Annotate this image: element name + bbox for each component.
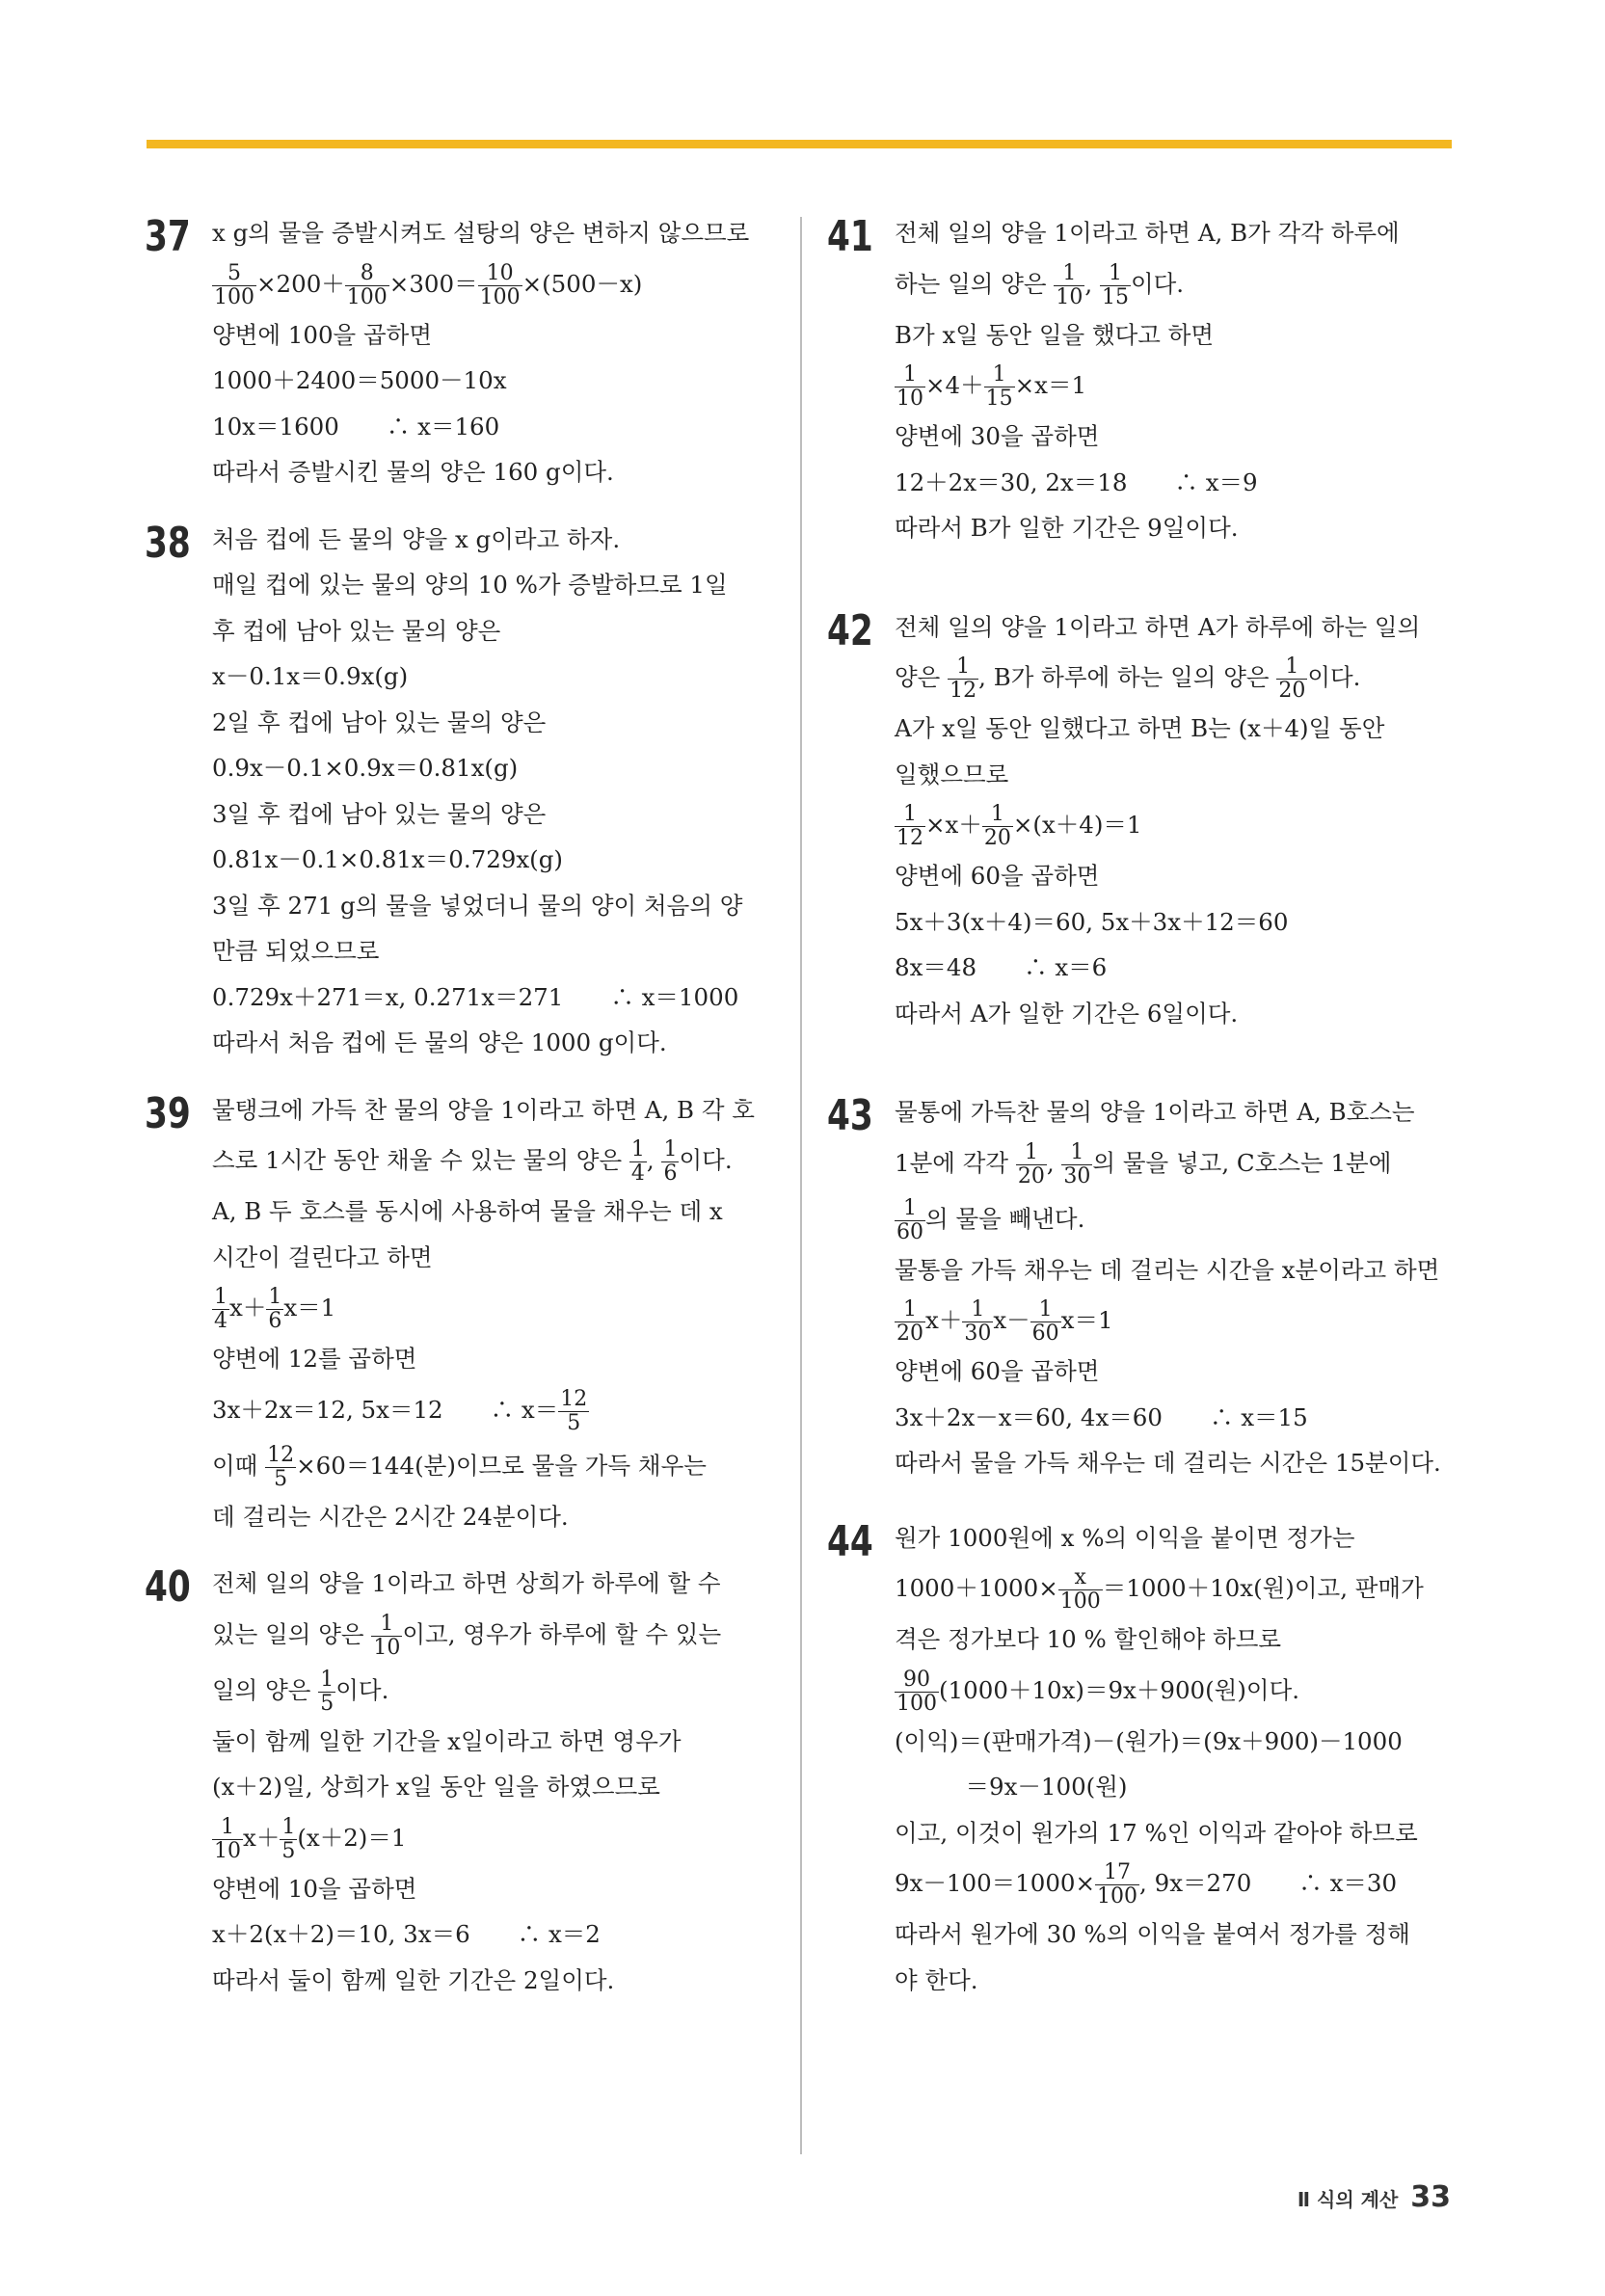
equation-line: 10x＝1600 ∴ x＝160 bbox=[212, 412, 500, 441]
solution-line: 3일 후 컵에 남아 있는 물의 양은 bbox=[212, 799, 547, 828]
solution-line: 일했으므로 bbox=[895, 760, 1009, 788]
equation-line: $\frac{1}{20}$ x＋ $\frac{1}{30}$ x－ $\frac{1}{60}$ x＝1 bbox=[896, 1297, 1113, 1346]
conclusion-line: 따라서 둘이 함께 일한 기간은 2일이다. bbox=[212, 1965, 615, 1994]
problem-number: 38 bbox=[145, 518, 191, 568]
conclusion-line: 따라서 증발시킨 물의 양은 160 g이다. bbox=[212, 458, 614, 486]
header-accent-bar bbox=[147, 140, 1452, 148]
problem-number: 44 bbox=[827, 1516, 873, 1566]
problem-38 bbox=[145, 517, 743, 1066]
equation-line: 12＋2x＝30, 2x＝18 ∴ x＝9 bbox=[895, 467, 1258, 496]
solution-line: 후 컵에 남아 있는 물의 양은 bbox=[212, 616, 501, 645]
solution-line: 물통에 가득찬 물의 양을 1이라고 하면 A, B호스는 bbox=[895, 1098, 1415, 1126]
equation-line: 0.729x＋271＝x, 0.271x＝271 ∴ x＝1000 bbox=[212, 982, 739, 1011]
solution-line: 스로 1시간 동안 채울 수 있는 물의 양은 $\frac{1}{4}$ , $\frac{1}{6}$ 이다. bbox=[212, 1137, 733, 1186]
equation-line: x＋2(x＋2)＝10, 3x＝6 ∴ x＝2 bbox=[212, 1920, 601, 1948]
solution-line: 일의 양은 $\frac{1}{5}$ 이다. bbox=[212, 1667, 389, 1716]
conclusion-line: 데 걸리는 시간은 2시간 24분이다. bbox=[212, 1502, 569, 1531]
equation-line: $\frac{1}{12}$ ×x＋ $\frac{1}{20}$ ×(x＋4)＝1 bbox=[896, 802, 1142, 850]
problem-number: 41 bbox=[827, 212, 873, 261]
problem-number: 39 bbox=[145, 1088, 191, 1138]
problem-37 bbox=[145, 210, 750, 495]
problem-41 bbox=[827, 210, 1400, 551]
solution-line: 1분에 각각 $\frac{1}{20}$ , $\frac{1}{30}$ 의 물을 넣고, C호스는 1분에 bbox=[895, 1139, 1392, 1188]
equation-line: $\frac{1}{10}$ x＋ $\frac{1}{5}$ (x＋2)＝1 bbox=[214, 1814, 407, 1863]
problem-44 bbox=[827, 1515, 1424, 2004]
solution-line: 둘이 함께 일한 기간을 x일이라고 하면 영우가 bbox=[212, 1726, 682, 1755]
solution-line: 양변에 100을 곱하면 bbox=[212, 320, 433, 349]
solution-line: 양변에 60을 곱하면 bbox=[895, 1357, 1100, 1385]
equation-line: 0.81x－0.1×0.81x＝0.729x(g) bbox=[212, 845, 563, 873]
solution-line: x g의 물을 증발시켜도 설탕의 양은 변하지 않으므로 bbox=[212, 219, 750, 247]
solution-line: A, B 두 호스를 동시에 사용하여 물을 채우는 데 x bbox=[212, 1197, 723, 1225]
solution-line: 있는 일의 양은 $\frac{1}{10}$ 이고, 영우가 하루에 할 수 있는 bbox=[212, 1611, 722, 1660]
equation-line: 9x－100＝1000× $\frac{17}{100}$ , 9x＝270 ∴ x＝30 bbox=[895, 1860, 1398, 1909]
equation-line: 8x＝48 ∴ x＝6 bbox=[895, 953, 1108, 981]
problem-number: 40 bbox=[145, 1562, 191, 1612]
problem-39 bbox=[145, 1087, 755, 1540]
problem-number: 43 bbox=[827, 1091, 873, 1140]
equation-line: (이익)＝(판매가격)－(원가)＝(9x＋900)－1000 bbox=[895, 1726, 1403, 1755]
solution-line: 양변에 12를 곱하면 bbox=[212, 1345, 417, 1373]
solution-line: 만큼 되었으므로 bbox=[212, 937, 380, 965]
equation-line: $\frac{1}{4}$ x＋ $\frac{1}{6}$ x＝1 bbox=[214, 1285, 336, 1333]
solution-line: A가 x일 동안 일했다고 하면 B는 (x＋4)일 동안 bbox=[895, 714, 1385, 742]
equation-line: ＝9x－100(원) bbox=[895, 1773, 1128, 1801]
solution-line: 양변에 30을 곱하면 bbox=[895, 422, 1100, 450]
solution-line: 2일 후 컵에 남아 있는 물의 양은 bbox=[212, 707, 547, 736]
solution-line: B가 x일 동안 일을 했다고 하면 bbox=[895, 320, 1215, 349]
solution-line: (x＋2)일, 상희가 x일 동안 일을 하였으므로 bbox=[212, 1773, 660, 1801]
problem-40 bbox=[145, 1561, 722, 2003]
solution-line: 물탱크에 가득 찬 물의 양을 1이라고 하면 A, B 각 호 bbox=[212, 1095, 755, 1124]
page-number: 33 bbox=[1410, 2180, 1451, 2214]
conclusion-line: 따라서 B가 일한 기간은 9일이다. bbox=[895, 514, 1239, 542]
right-column bbox=[827, 210, 1441, 2003]
equation-line: 0.9x－0.1×0.9x＝0.81x(g) bbox=[212, 754, 519, 782]
solution-line: 1000＋1000× $\frac{x}{100}$ ＝1000＋10x(원)이고, 판매가 bbox=[895, 1565, 1424, 1614]
section-label: Ⅱ 식의 계산 bbox=[1297, 2188, 1399, 2211]
solution-line: 시간이 걸린다고 하면 bbox=[212, 1242, 433, 1271]
conclusion-line: 따라서 원가에 30 %의 이익을 붙여서 정가를 정해 bbox=[895, 1920, 1410, 1948]
conclusion-line: 따라서 A가 일한 기간은 6일이다. bbox=[895, 999, 1239, 1028]
column-divider bbox=[800, 217, 802, 2154]
equation-line: 1000＋2400＝5000－10x bbox=[212, 366, 507, 394]
problem-43 bbox=[827, 1089, 1441, 1486]
equation-line: $\frac{1}{10}$ ×4＋ $\frac{1}{15}$ ×x＝1 bbox=[896, 362, 1087, 411]
solution-line: 양변에 10을 곱하면 bbox=[212, 1874, 417, 1903]
solution-line: 하는 일의 양은 $\frac{1}{10}$ , $\frac{1}{15}$ 이다. bbox=[895, 260, 1185, 309]
solution-line: 3일 후 271 g의 물을 넣었더니 물의 양이 처음의 양 bbox=[212, 891, 743, 920]
solution-line: 이고, 이것이 원가의 17 %인 이익과 같아야 하므로 bbox=[895, 1818, 1418, 1847]
problem-42 bbox=[827, 604, 1421, 1037]
solution-line: 격은 정가보다 10 % 할인해야 하므로 bbox=[895, 1625, 1282, 1653]
equation-line: $\frac{90}{100}$ (1000＋10x)＝9x＋900(원)이다. bbox=[896, 1667, 1300, 1716]
equation-line: 5x＋3(x＋4)＝60, 5x＋3x＋12＝60 bbox=[895, 907, 1289, 936]
conclusion-line: 야 한다. bbox=[895, 1965, 978, 1994]
solution-line: 원가 1000원에 x %의 이익을 붙이면 정가는 bbox=[895, 1523, 1355, 1552]
equation-line: x－0.1x＝0.9x(g) bbox=[212, 662, 409, 690]
solution-line: 이때 $\frac{12}{5}$ ×60＝144(분)이므로 물을 가득 채우는 bbox=[212, 1442, 707, 1491]
solution-line: 양변에 60을 곱하면 bbox=[895, 862, 1100, 890]
conclusion-line: 따라서 물을 가득 채우는 데 걸리는 시간은 15분이다. bbox=[895, 1449, 1441, 1477]
equation-line: 3x＋2x＝12, 5x＝12 ∴ x＝ $\frac{12}{5}$ bbox=[212, 1386, 588, 1435]
solution-line: 양은 $\frac{1}{12}$ , B가 하루에 하는 일의 양은 $\frac{1}{20}$ 이다. bbox=[895, 654, 1361, 703]
left-column bbox=[145, 210, 755, 2003]
problem-number: 42 bbox=[827, 605, 873, 655]
page-footer bbox=[1297, 2180, 1451, 2214]
equation-line: 3x＋2x－x＝60, 4x＝60 ∴ x＝15 bbox=[895, 1402, 1308, 1431]
solution-line: 전체 일의 양을 1이라고 하면 상희가 하루에 할 수 bbox=[212, 1569, 721, 1597]
solution-line: 처음 컵에 든 물의 양을 x g이라고 하자. bbox=[212, 524, 621, 553]
equation-line: $\frac{5}{100}$ ×200＋ $\frac{8}{100}$ ×300＝ $\frac{10}{100}$ ×(500－x) bbox=[214, 260, 643, 309]
solution-line: $\frac{1}{60}$ 의 물을 빼낸다. bbox=[896, 1195, 1085, 1244]
problem-number: 37 bbox=[145, 212, 191, 261]
solution-line: 전체 일의 양을 1이라고 하면 A가 하루에 하는 일의 bbox=[895, 612, 1421, 641]
solution-line: 전체 일의 양을 1이라고 하면 A, B가 각각 하루에 bbox=[895, 219, 1400, 247]
solution-line: 물통을 가득 채우는 데 걸리는 시간을 x분이라고 하면 bbox=[895, 1255, 1440, 1284]
solution-line: 매일 컵에 있는 물의 양의 10 %가 증발하므로 1일 bbox=[212, 571, 728, 599]
conclusion-line: 따라서 처음 컵에 든 물의 양은 1000 g이다. bbox=[212, 1028, 667, 1056]
